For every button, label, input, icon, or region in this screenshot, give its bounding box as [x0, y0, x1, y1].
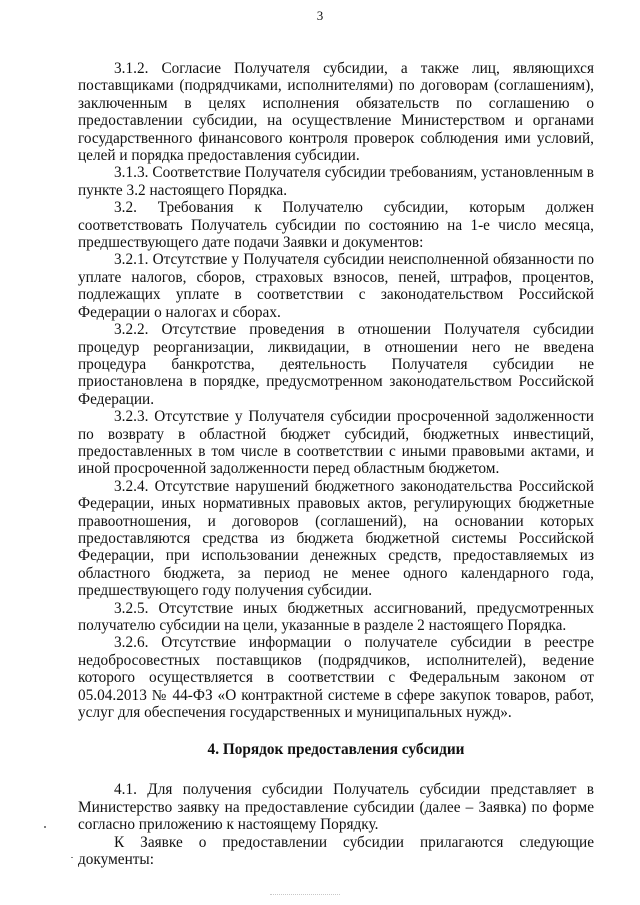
scan-speck	[71, 857, 73, 858]
paragraph-3-2-3: 3.2.3. Отсутствие у Получателя субсидии просроченной задолженности по возврату в областной бюджет субсидий, бюджетных инвестиций, предоставленных в том числе в соответствии с иными правовыми актами, и иной просроченной задолженности перед областным бюджетом.	[78, 408, 594, 478]
section-heading: 4. Порядок предоставления субсидии	[207, 741, 465, 759]
paragraph-3-1-3: 3.1.3. Соответствие Получателя субсидии требованиям, установленным в пункте 3.2 настоящего Порядка.	[78, 164, 594, 199]
paragraph-3-2-1: 3.2.1. Отсутствие у Получателя субсидии неисполненной обязанности по уплате налогов, сборов, страховых взносов, пеней, штрафов, процентов, подлежащих уплате в соответствии с законодательством Российской Федерации о налогах и сборах.	[78, 251, 594, 321]
paragraph-attachments-intro: К Заявке о предоставлении субсидии прилагаются следующие документы:	[78, 833, 594, 869]
paragraph-3-2: 3.2. Требования к Получателю субсидии, которым должен соответствовать Получатель субсидии по состоянию на 1-е число месяца, предшествующего дате подачи Заявки и документов:	[78, 199, 594, 252]
paragraph-3-2-4: 3.2.4. Отсутствие нарушений бюджетного законодательства Российской Федерации, иных нормативных правовых актов, регулирующих бюджетные правоотношения, и договоров (соглашений), на основании которых предоставляются средства из бюджета бюджетной системы Российской Федерации, при использовании денежных средств, предоставляемых из областного бюджета, за период не менее одного календарного года, предшествующего году получения субсидии.	[78, 477, 594, 600]
scan-artifact	[270, 894, 340, 901]
page-number: 3	[316, 8, 324, 23]
paragraph-4-1: 4.1. Для получения субсидии Получатель субсидии представляет в Министерство заявку на предоставление субсидии (далее – Заявка) по форме согласно приложению к настоящему Порядку.	[78, 781, 594, 834]
paragraph-3-2-5: 3.2.5. Отсутствие иных бюджетных ассигнований, предусмотренных получателю субсидии на цели, указанные в разделе 2 настоящего Порядка.	[78, 599, 594, 634]
paragraph-3-2-6: 3.2.6. Отсутствие информации о получателе субсидии в реестре недобросовестных поставщиков (подрядчиков, исполнителей), ведение которого осуществляется в соответствии с Федеральным законом от 05.04.2013 № 44-ФЗ «О контрактной системе в сфере закупок товаров, работ, услуг для обеспечения государственных и муниципальных нужд».	[78, 634, 594, 722]
paragraph-3-2-2: 3.2.2. Отсутствие проведения в отношении Получателя субсидии процедур реорганизации, ликвидации, в отношении него не введена процедура банкротства, деятельность Получателя субсидии не приостановлена в порядке, предусмотренном законодательством Российской Федерации.	[78, 321, 594, 408]
paragraph-3-1-2: 3.1.2. Согласие Получателя субсидии, а также лиц, являющихся поставщиками (подрядчиками, исполнителями) по договорам (соглашениям), заключенным в целях исполнения обязательств по соглашению о предоставлении субсидии, на осуществление Министерством и органами государственного финансового контроля проверок соблюдения ими условий, целей и порядка предоставления субсидии.	[78, 60, 594, 165]
scan-speck	[44, 826, 46, 828]
document-body	[78, 60, 594, 868]
